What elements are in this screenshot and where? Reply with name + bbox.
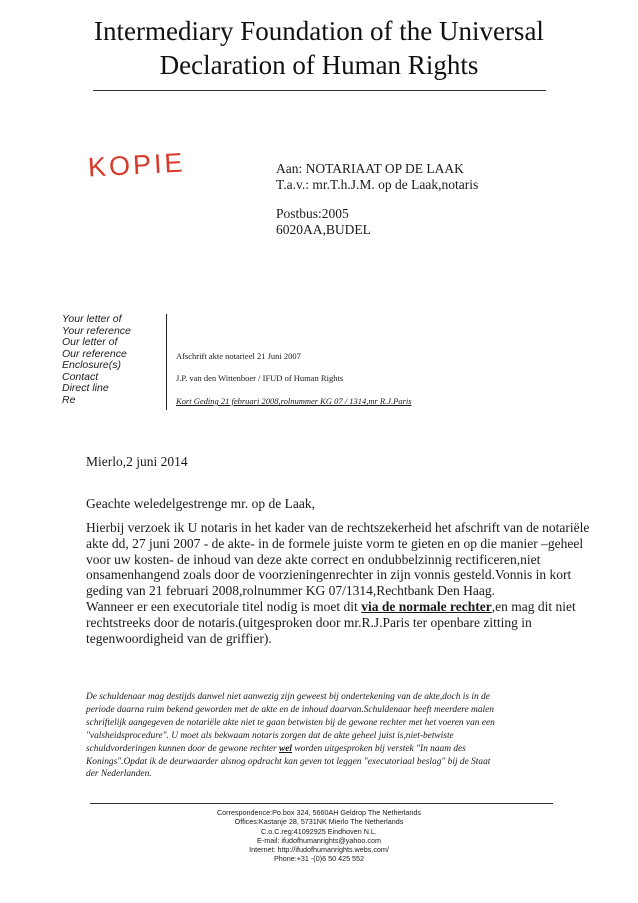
reference-divider (166, 314, 167, 410)
footer-email: E-mail: ifudofhumanrights@yahoo.com (257, 835, 381, 845)
label-re: Re (62, 393, 76, 406)
label-your-reference: Your reference (62, 324, 131, 337)
emphasized-phrase: via de normale rechter (361, 598, 492, 614)
italic-line: schriftelijk aangegeven de notariële akte niet te gaan betwisten bij de gewone rechter met het voeren van een (86, 717, 495, 728)
italic-paragraph (86, 691, 566, 781)
enclosure-value: Afschrift akte notarieel 21 Juni 2007 (176, 351, 301, 361)
paragraph-line-end: ,en mag dit niet (491, 598, 576, 614)
paragraph-line: rechtstreeks door de notaris.(uitgesproken door mr.R.J.Paris ter openbare zitting in (86, 614, 532, 630)
contact-value: J.P. van den Wittenboer / IFUD of Human Rights (176, 373, 344, 383)
label-contact: Contact (62, 370, 99, 383)
italic-emphasis: wel (279, 743, 293, 754)
re-value: Kort Geding 21 februari 2008,rolnummer KG 07 / 1314,mr R.J.Paris (176, 396, 412, 406)
paragraph-line: onsamenhangend zoals door de voorzieningenrechter in zijn vonnis gesteld.Vonnis in kort (86, 567, 572, 583)
main-paragraph (86, 520, 590, 646)
italic-line: De schuldenaar mag destijds danwel niet aanwezig zijn geweest bij ondertekening van de akte,doch is in de (86, 692, 490, 702)
italic-line-start: schuldvorderingen kunnen door de gewone rechter (86, 743, 277, 754)
italic-line: periode daarna ruim bekend geworden met de akte en de inhoud daarvan.Schuldenaar heeft meerdere malen (86, 704, 494, 715)
paragraph-line: Hierbij verzoek ik U notaris in het kader van de rechtszekerheid het afschrift van de notariële (86, 520, 590, 535)
label-our-reference: Our reference (62, 347, 127, 360)
footer-coc-registration: C.o.C.reg:41092925 Eindhoven N.L. (261, 826, 377, 836)
label-your-letter: Your letter of (62, 313, 122, 325)
copy-stamp: KOPIE (87, 147, 187, 183)
italic-line-end: worden uitgesproken bij verstek "In naam des (294, 743, 466, 754)
footer-website: Internet: http://ifudofhumanrights.webs.com/ (249, 845, 389, 855)
recipient-postcode-city: 6020AA,BUDEL (276, 222, 371, 237)
footer-phone: Phone:+31 -(0)6 50 425 552 (273, 854, 365, 864)
recipient-attention: T.a.v.: mr.T.h.J.M. op de Laak,notaris (276, 177, 479, 192)
recipient-name: Aan: NOTARIAAT OP DE LAAK (276, 161, 464, 176)
paragraph-line: akte dd, 27 juni 2007 - de akte- in de formele juiste vorm te gieten en op die manier –geheel (86, 535, 584, 551)
paragraph-line: geding van 21 februari 2008,rolnummer KG 07/1314,Rechtbank Den Haag. (86, 583, 496, 599)
reference-labels (62, 314, 131, 406)
header-divider (93, 90, 546, 91)
letterhead-title-line1: Intermediary Foundation of the Universal (94, 16, 544, 46)
italic-line: der Nederlanden. (86, 769, 152, 780)
label-direct-line: Direct line (62, 382, 109, 394)
italic-line (86, 743, 566, 756)
label-enclosures: Enclosure(s) (62, 359, 121, 371)
paragraph-line-start: Wanneer er een executoriale titel nodig is moet dit (86, 598, 358, 614)
footer-offices: Offices:Kastanje 28, 5731NK Mierlo The Netherlands (234, 817, 404, 827)
italic-line: Konings".Opdat ik de deurwaarder alsnog opdracht kan geven tot leggen "executoriaal beslag" bij de Staat (86, 756, 491, 767)
footer-divider (90, 803, 553, 804)
footer-correspondence: Correspondence:Po.box 324, 5660AH Geldrop The Netherlands (216, 808, 422, 817)
letter-date: Mierlo,2 juni 2014 (86, 454, 188, 469)
paragraph-line: tegenwoordigheid van de griffier). (86, 630, 272, 646)
letterhead-title (0, 14, 638, 82)
paragraph-line: voor uw kosten- de inhoud van deze akte correct en ondubbelzinnig rectificeren,niet (86, 551, 541, 567)
footer-contact-block (0, 808, 638, 864)
paragraph-line (86, 598, 576, 615)
label-our-letter: Our letter of (62, 336, 118, 348)
salutation: Geachte weledelgestrenge mr. op de Laak, (86, 496, 316, 511)
letterhead-title-line2: Declaration of Human Rights (159, 50, 479, 80)
italic-line: "valsheidsprocedure". U moet als bekwaam notaris zorgen dat de akte geheel juist is,niet-betwiste (86, 730, 454, 741)
recipient-postbox: Postbus:2005 (276, 206, 349, 221)
